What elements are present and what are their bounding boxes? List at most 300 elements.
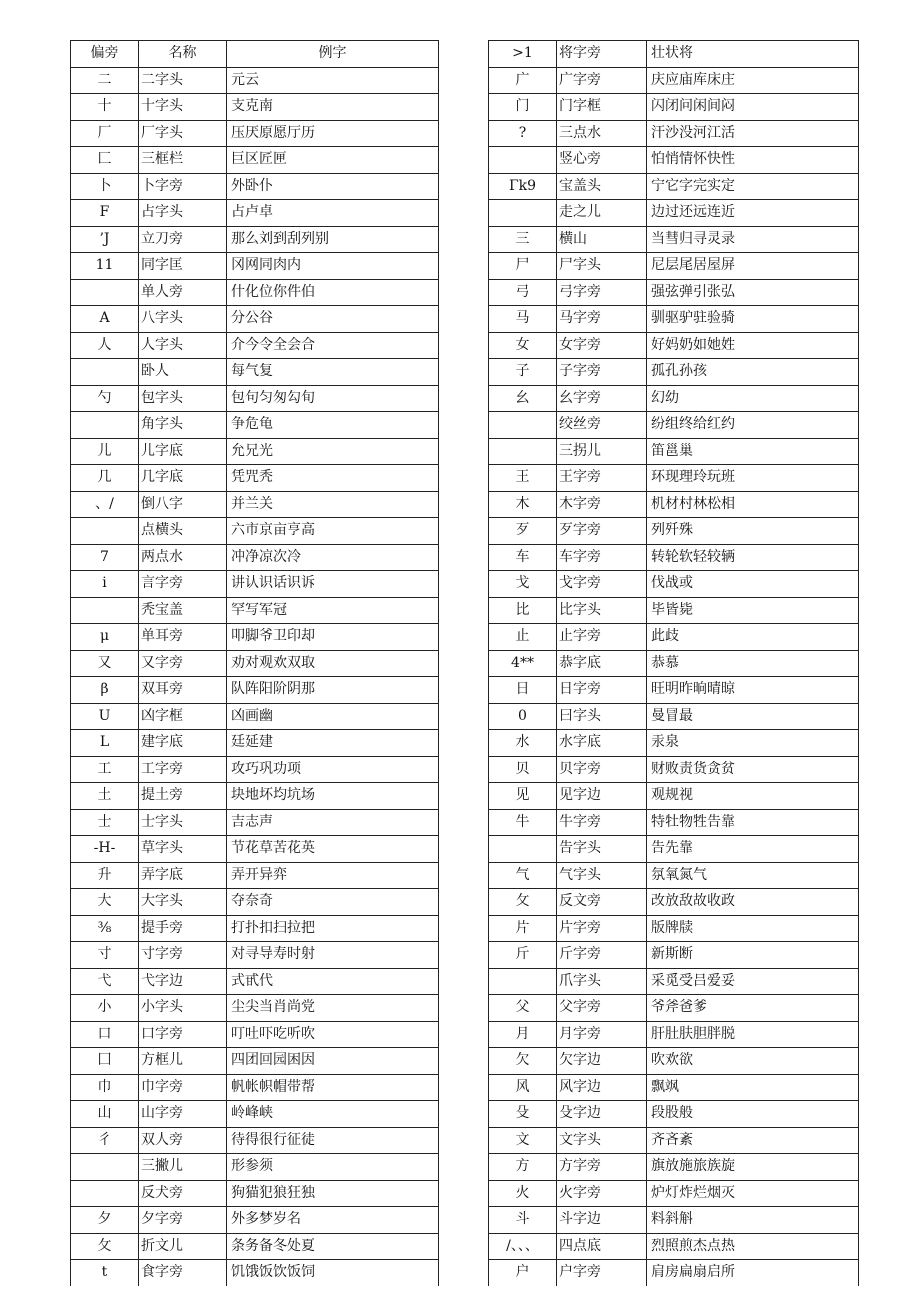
radical-cell: 三 xyxy=(489,226,557,253)
example-chars-cell: 攻巧巩功项 xyxy=(227,756,439,783)
radical-name-cell: 角字头 xyxy=(139,412,227,439)
radical-name-cell: 马字旁 xyxy=(557,306,647,333)
example-chars-cell: 烈照煎杰点热 xyxy=(647,1233,859,1260)
radical-name-cell: 殳字边 xyxy=(557,1101,647,1128)
table-row xyxy=(71,332,439,359)
example-chars-cell: 占卢卓 xyxy=(227,200,439,227)
radical-name-cell: 父字旁 xyxy=(557,995,647,1022)
radical-cell: 广 xyxy=(489,67,557,94)
radical-name-cell: 止字旁 xyxy=(557,624,647,651)
radical-cell: 寸 xyxy=(71,942,139,969)
radical-name-cell: 文字头 xyxy=(557,1127,647,1154)
radical-name-cell: 恭字底 xyxy=(557,650,647,677)
radical-name-cell: 双耳旁 xyxy=(139,677,227,704)
radical-name-cell: 提手旁 xyxy=(139,915,227,942)
example-chars-cell: 幻幼 xyxy=(647,385,859,412)
example-chars-cell: 介今令全会合 xyxy=(227,332,439,359)
example-chars-cell: 吹欢欲 xyxy=(647,1048,859,1075)
radical-name-cell: 竖心旁 xyxy=(557,147,647,174)
radical-name-cell: 厂字头 xyxy=(139,120,227,147)
radical-cell: 车 xyxy=(489,544,557,571)
radical-cell: 弋 xyxy=(71,968,139,995)
example-chars-cell: 四团回园困因 xyxy=(227,1048,439,1075)
radical-cell: ? xyxy=(489,120,557,147)
radical-name-cell: 子字旁 xyxy=(557,359,647,386)
example-chars-cell: 纷组终给红约 xyxy=(647,412,859,439)
table-row xyxy=(71,94,439,121)
table-row xyxy=(489,491,859,518)
right-radical-table xyxy=(488,40,859,1286)
radical-name-cell: 三撇儿 xyxy=(139,1154,227,1181)
radical-name-cell: 十字头 xyxy=(139,94,227,121)
table-row xyxy=(71,809,439,836)
radical-name-cell: 车字旁 xyxy=(557,544,647,571)
radical-cell xyxy=(71,597,139,624)
radical-name-cell: 提土旁 xyxy=(139,783,227,810)
table-row xyxy=(489,889,859,916)
table-row xyxy=(71,491,439,518)
radical-cell: 方 xyxy=(489,1154,557,1181)
table-row xyxy=(71,968,439,995)
table-row xyxy=(71,173,439,200)
example-chars-cell: 式甙代 xyxy=(227,968,439,995)
radical-name-cell: 火字旁 xyxy=(557,1180,647,1207)
radical-cell xyxy=(71,1154,139,1181)
radical-cell: 巾 xyxy=(71,1074,139,1101)
radical-cell: 彳 xyxy=(71,1127,139,1154)
radical-name-cell: 幺字旁 xyxy=(557,385,647,412)
radical-cell: 0 xyxy=(489,703,557,730)
radical-cell: ’J xyxy=(71,226,139,253)
radical-name-cell: 弄字底 xyxy=(139,862,227,889)
example-chars-cell: 版牌牍 xyxy=(647,915,859,942)
example-chars-cell: 待得很行征徒 xyxy=(227,1127,439,1154)
table-row xyxy=(489,756,859,783)
example-chars-cell: 那么刘到刮列别 xyxy=(227,226,439,253)
table-row xyxy=(71,1048,439,1075)
radical-cell: 木 xyxy=(489,491,557,518)
radical-cell: 升 xyxy=(71,862,139,889)
example-chars-cell: 压厌原愿厅历 xyxy=(227,120,439,147)
radical-name-cell: 八字头 xyxy=(139,306,227,333)
radical-name-cell: 片字旁 xyxy=(557,915,647,942)
table-row xyxy=(71,147,439,174)
radical-cell: 欠 xyxy=(489,1048,557,1075)
table-row xyxy=(489,809,859,836)
example-chars-cell: 改放敌故收政 xyxy=(647,889,859,916)
radical-name-cell: 巾字旁 xyxy=(139,1074,227,1101)
table-row xyxy=(489,120,859,147)
radical-cell: >1 xyxy=(489,41,557,68)
table-row xyxy=(489,465,859,492)
example-chars-cell: 外多梦岁名 xyxy=(227,1207,439,1234)
radical-name-cell: 爪字头 xyxy=(557,968,647,995)
table-row xyxy=(71,942,439,969)
example-chars-cell: 旗放施旅族旋 xyxy=(647,1154,859,1181)
radical-cell: 匚 xyxy=(71,147,139,174)
radical-cell xyxy=(489,412,557,439)
example-chars-cell: 每气复 xyxy=(227,359,439,386)
example-chars-cell: 外卧仆 xyxy=(227,173,439,200)
table-row xyxy=(489,1127,859,1154)
table-row xyxy=(71,730,439,757)
example-chars-cell: 齐吝紊 xyxy=(647,1127,859,1154)
radical-cell: 几 xyxy=(71,465,139,492)
radical-cell xyxy=(71,279,139,306)
example-chars-cell: 孤孔孙孩 xyxy=(647,359,859,386)
table-row xyxy=(71,889,439,916)
radical-cell: 勺 xyxy=(71,385,139,412)
radical-cell: 口 xyxy=(71,1021,139,1048)
table-row xyxy=(489,995,859,1022)
radical-cell: 囗 xyxy=(71,1048,139,1075)
radical-cell: 风 xyxy=(489,1074,557,1101)
radical-name-cell: 斗字边 xyxy=(557,1207,647,1234)
example-chars-cell: 包句匀匆勾旬 xyxy=(227,385,439,412)
example-chars-cell: 怕悄情怀快性 xyxy=(647,147,859,174)
table-row xyxy=(71,650,439,677)
radical-name-cell: 风字边 xyxy=(557,1074,647,1101)
radical-name-cell: 反文旁 xyxy=(557,889,647,916)
radical-cell: 歹 xyxy=(489,518,557,545)
table-row xyxy=(489,94,859,121)
radical-name-cell: 立刀旁 xyxy=(139,226,227,253)
table-row xyxy=(489,915,859,942)
radical-cell: 厂 xyxy=(71,120,139,147)
radical-name-cell: 小字头 xyxy=(139,995,227,1022)
radical-cell: 士 xyxy=(71,809,139,836)
table-row xyxy=(489,67,859,94)
table-row xyxy=(71,995,439,1022)
radical-cell: 子 xyxy=(489,359,557,386)
radical-cell: 月 xyxy=(489,1021,557,1048)
header-row xyxy=(71,41,439,68)
left-radical-table xyxy=(70,40,439,1286)
header-examples: 例字 xyxy=(227,41,439,68)
radical-name-cell: 双人旁 xyxy=(139,1127,227,1154)
example-chars-cell: 新斯断 xyxy=(647,942,859,969)
table-row xyxy=(489,332,859,359)
table-row xyxy=(489,1233,859,1260)
radical-name-cell: 木字旁 xyxy=(557,491,647,518)
table-row xyxy=(489,968,859,995)
example-chars-cell: 对寻导寿时射 xyxy=(227,942,439,969)
radical-name-cell: 弋字边 xyxy=(139,968,227,995)
example-chars-cell: 机材村林松相 xyxy=(647,491,859,518)
radical-name-cell: 言字旁 xyxy=(139,571,227,598)
example-chars-cell: 恭慕 xyxy=(647,650,859,677)
radical-name-cell: 王字旁 xyxy=(557,465,647,492)
table-row xyxy=(489,1207,859,1234)
radical-name-cell: 占字头 xyxy=(139,200,227,227)
radical-name-cell: 欠字边 xyxy=(557,1048,647,1075)
table-row xyxy=(489,1101,859,1128)
radical-name-cell: 山字旁 xyxy=(139,1101,227,1128)
radical-cell: 、/ xyxy=(71,491,139,518)
table-row xyxy=(489,1048,859,1075)
radical-cell: 大 xyxy=(71,889,139,916)
radical-cell: 土 xyxy=(71,783,139,810)
radical-name-cell: 绞丝旁 xyxy=(557,412,647,439)
radical-cell xyxy=(489,438,557,465)
radical-name-cell: 日字旁 xyxy=(557,677,647,704)
radical-name-cell: 食字旁 xyxy=(139,1260,227,1286)
radical-name-cell: 贝字旁 xyxy=(557,756,647,783)
table-row xyxy=(71,253,439,280)
table-row xyxy=(71,226,439,253)
example-chars-cell: 氛氧氮气 xyxy=(647,862,859,889)
table-row xyxy=(71,862,439,889)
radical-name-cell: 广字旁 xyxy=(557,67,647,94)
table-row xyxy=(489,253,859,280)
table-row xyxy=(489,1154,859,1181)
example-chars-cell: 夺奈奇 xyxy=(227,889,439,916)
example-chars-cell: 巨区匠匣 xyxy=(227,147,439,174)
radical-cell: 门 xyxy=(489,94,557,121)
radical-name-cell: 走之儿 xyxy=(557,200,647,227)
example-chars-cell: 条务备冬处夏 xyxy=(227,1233,439,1260)
table-row xyxy=(71,1233,439,1260)
radical-cell xyxy=(489,836,557,863)
table-row xyxy=(489,173,859,200)
table-row xyxy=(489,226,859,253)
example-chars-cell: 廷延建 xyxy=(227,730,439,757)
radical-cell: 11 xyxy=(71,253,139,280)
example-chars-cell: 帆帐帜帽带帮 xyxy=(227,1074,439,1101)
table-row xyxy=(489,279,859,306)
example-chars-cell: 列歼殊 xyxy=(647,518,859,545)
table-row xyxy=(489,571,859,598)
radical-cell: 见 xyxy=(489,783,557,810)
example-chars-cell: 尼层尾居屋屏 xyxy=(647,253,859,280)
example-chars-cell: 伐战或 xyxy=(647,571,859,598)
radical-cell: 二 xyxy=(71,67,139,94)
table-row xyxy=(71,438,439,465)
radical-name-cell: 告字头 xyxy=(557,836,647,863)
radical-cell: 斤 xyxy=(489,942,557,969)
table-row xyxy=(71,465,439,492)
radical-cell: 十 xyxy=(71,94,139,121)
example-chars-cell: 特牡物牲告靠 xyxy=(647,809,859,836)
radical-name-cell: 卜字旁 xyxy=(139,173,227,200)
radical-cell: 夕 xyxy=(71,1207,139,1234)
example-chars-cell: 宁它字完实定 xyxy=(647,173,859,200)
radical-name-cell: 水字底 xyxy=(557,730,647,757)
table-row xyxy=(71,1021,439,1048)
example-chars-cell: 饥饿饭饮饭饲 xyxy=(227,1260,439,1286)
radical-name-cell: 士字头 xyxy=(139,809,227,836)
table-row xyxy=(71,412,439,439)
example-chars-cell: 爷斧爸爹 xyxy=(647,995,859,1022)
radical-cell: 父 xyxy=(489,995,557,1022)
example-chars-cell: 块地坏均坑场 xyxy=(227,783,439,810)
table-row xyxy=(489,544,859,571)
radical-cell: 水 xyxy=(489,730,557,757)
radical-cell: /、、、 xyxy=(489,1233,557,1260)
example-chars-cell: 六市京亩亨高 xyxy=(227,518,439,545)
example-chars-cell: 争危龟 xyxy=(227,412,439,439)
example-chars-cell: 队阵阳阶阴那 xyxy=(227,677,439,704)
radical-name-cell: 点横头 xyxy=(139,518,227,545)
radical-cell: 山 xyxy=(71,1101,139,1128)
table-row xyxy=(489,1260,859,1286)
example-chars-cell: 凶画幽 xyxy=(227,703,439,730)
radical-cell xyxy=(489,147,557,174)
table-row xyxy=(489,200,859,227)
radical-name-cell: 月字旁 xyxy=(557,1021,647,1048)
example-chars-cell: 当彗归寻灵录 xyxy=(647,226,859,253)
radical-name-cell: 几字底 xyxy=(139,465,227,492)
example-chars-cell: 汞泉 xyxy=(647,730,859,757)
left-table-body xyxy=(71,41,439,1286)
radical-cell: 比 xyxy=(489,597,557,624)
radical-name-cell: 人字头 xyxy=(139,332,227,359)
radical-cell: 火 xyxy=(489,1180,557,1207)
radical-cell xyxy=(489,200,557,227)
table-row xyxy=(71,571,439,598)
example-chars-cell: 凭咒秃 xyxy=(227,465,439,492)
example-chars-cell: 吉志声 xyxy=(227,809,439,836)
radical-cell: 殳 xyxy=(489,1101,557,1128)
table-row xyxy=(489,147,859,174)
radical-cell: 工 xyxy=(71,756,139,783)
radical-name-cell: 同字匡 xyxy=(139,253,227,280)
radical-name-cell: 三拐儿 xyxy=(557,438,647,465)
radical-name-cell: 气字头 xyxy=(557,862,647,889)
radical-cell: 7 xyxy=(71,544,139,571)
radical-name-cell: 折文儿 xyxy=(139,1233,227,1260)
table-row xyxy=(489,703,859,730)
table-row xyxy=(489,650,859,677)
radical-cell: 气 xyxy=(489,862,557,889)
table-row xyxy=(489,942,859,969)
table-row xyxy=(71,67,439,94)
example-chars-cell: 打扑扣扫拉把 xyxy=(227,915,439,942)
radical-cell: t xyxy=(71,1260,139,1286)
radical-cell: 4** xyxy=(489,650,557,677)
radical-cell xyxy=(71,518,139,545)
radical-name-cell: 比字头 xyxy=(557,597,647,624)
table-row xyxy=(489,624,859,651)
example-chars-cell: 飘飒 xyxy=(647,1074,859,1101)
table-row xyxy=(71,677,439,704)
example-chars-cell: 岭峰峡 xyxy=(227,1101,439,1128)
table-row xyxy=(71,306,439,333)
radical-cell: i xyxy=(71,571,139,598)
radical-cell: ⅜ xyxy=(71,915,139,942)
radical-name-cell: 斤字旁 xyxy=(557,942,647,969)
radical-cell: 日 xyxy=(489,677,557,704)
radical-cell: 卜 xyxy=(71,173,139,200)
radical-cell: 马 xyxy=(489,306,557,333)
radical-name-cell: 门字框 xyxy=(557,94,647,121)
table-row xyxy=(71,279,439,306)
radical-name-cell: 将字旁 xyxy=(557,41,647,68)
radical-cell: 又 xyxy=(71,650,139,677)
radical-name-cell: 三点水 xyxy=(557,120,647,147)
radical-cell: μ xyxy=(71,624,139,651)
table-row xyxy=(71,1180,439,1207)
radical-name-cell: 曰字头 xyxy=(557,703,647,730)
radical-cell: 弓 xyxy=(489,279,557,306)
example-chars-cell: 观规视 xyxy=(647,783,859,810)
example-chars-cell: 尘尖当肖尚党 xyxy=(227,995,439,1022)
radical-name-cell: 方框儿 xyxy=(139,1048,227,1075)
table-row xyxy=(489,783,859,810)
table-row xyxy=(489,1074,859,1101)
radical-name-cell: 户字旁 xyxy=(557,1260,647,1286)
radical-cell: 尸 xyxy=(489,253,557,280)
table-row xyxy=(489,412,859,439)
radical-cell: 人 xyxy=(71,332,139,359)
radical-name-cell: 口字旁 xyxy=(139,1021,227,1048)
example-chars-cell: 汗沙没河江活 xyxy=(647,120,859,147)
table-row xyxy=(71,518,439,545)
example-chars-cell: 转轮软轻较辆 xyxy=(647,544,859,571)
radical-name-cell: 反犬旁 xyxy=(139,1180,227,1207)
radical-cell: 户 xyxy=(489,1260,557,1286)
radical-name-cell: 寸字旁 xyxy=(139,942,227,969)
example-chars-cell: 庆应庙库床庄 xyxy=(647,67,859,94)
table-row xyxy=(71,836,439,863)
example-chars-cell: 形参须 xyxy=(227,1154,439,1181)
radical-name-cell: 夕字旁 xyxy=(139,1207,227,1234)
table-row xyxy=(489,597,859,624)
radical-cell xyxy=(489,968,557,995)
radical-name-cell: 宝盖头 xyxy=(557,173,647,200)
radical-cell: 攵 xyxy=(489,889,557,916)
example-chars-cell: 采觅受吕爱妥 xyxy=(647,968,859,995)
example-chars-cell: 肩房扁扇启所 xyxy=(647,1260,859,1286)
example-chars-cell: 节花草苦花英 xyxy=(227,836,439,863)
table-row xyxy=(489,438,859,465)
radical-name-cell: 倒八字 xyxy=(139,491,227,518)
radical-cell: 女 xyxy=(489,332,557,359)
example-chars-cell: 劝对观欢双取 xyxy=(227,650,439,677)
table-row xyxy=(71,1207,439,1234)
table-row xyxy=(489,385,859,412)
right-table-body xyxy=(489,41,859,1286)
radical-cell: 止 xyxy=(489,624,557,651)
radical-cell: U xyxy=(71,703,139,730)
example-chars-cell: 闪闭问闲间闷 xyxy=(647,94,859,121)
table-row xyxy=(71,1154,439,1181)
example-chars-cell: 罕写军冠 xyxy=(227,597,439,624)
radical-name-cell: 尸字头 xyxy=(557,253,647,280)
example-chars-cell: 狗猫犯狼狂独 xyxy=(227,1180,439,1207)
radical-cell: 贝 xyxy=(489,756,557,783)
example-chars-cell: 料斜斛 xyxy=(647,1207,859,1234)
radical-cell xyxy=(71,1180,139,1207)
radical-name-cell: 大字头 xyxy=(139,889,227,916)
radical-cell: F xyxy=(71,200,139,227)
table-row xyxy=(489,862,859,889)
example-chars-cell: 壮状将 xyxy=(647,41,859,68)
radical-cell: A xyxy=(71,306,139,333)
table-row xyxy=(71,1101,439,1128)
example-chars-cell: 炉灯炸烂烟灭 xyxy=(647,1180,859,1207)
example-chars-cell: 冲净凉次冷 xyxy=(227,544,439,571)
radical-name-cell: 包字头 xyxy=(139,385,227,412)
example-chars-cell: 弄开异弈 xyxy=(227,862,439,889)
example-chars-cell: 叩脚爷卫印却 xyxy=(227,624,439,651)
example-chars-cell: 并兰关 xyxy=(227,491,439,518)
table-row xyxy=(489,306,859,333)
radical-cell: -H- xyxy=(71,836,139,863)
radical-name-cell: 见字边 xyxy=(557,783,647,810)
table-row xyxy=(489,359,859,386)
radical-name-cell: 牛字旁 xyxy=(557,809,647,836)
